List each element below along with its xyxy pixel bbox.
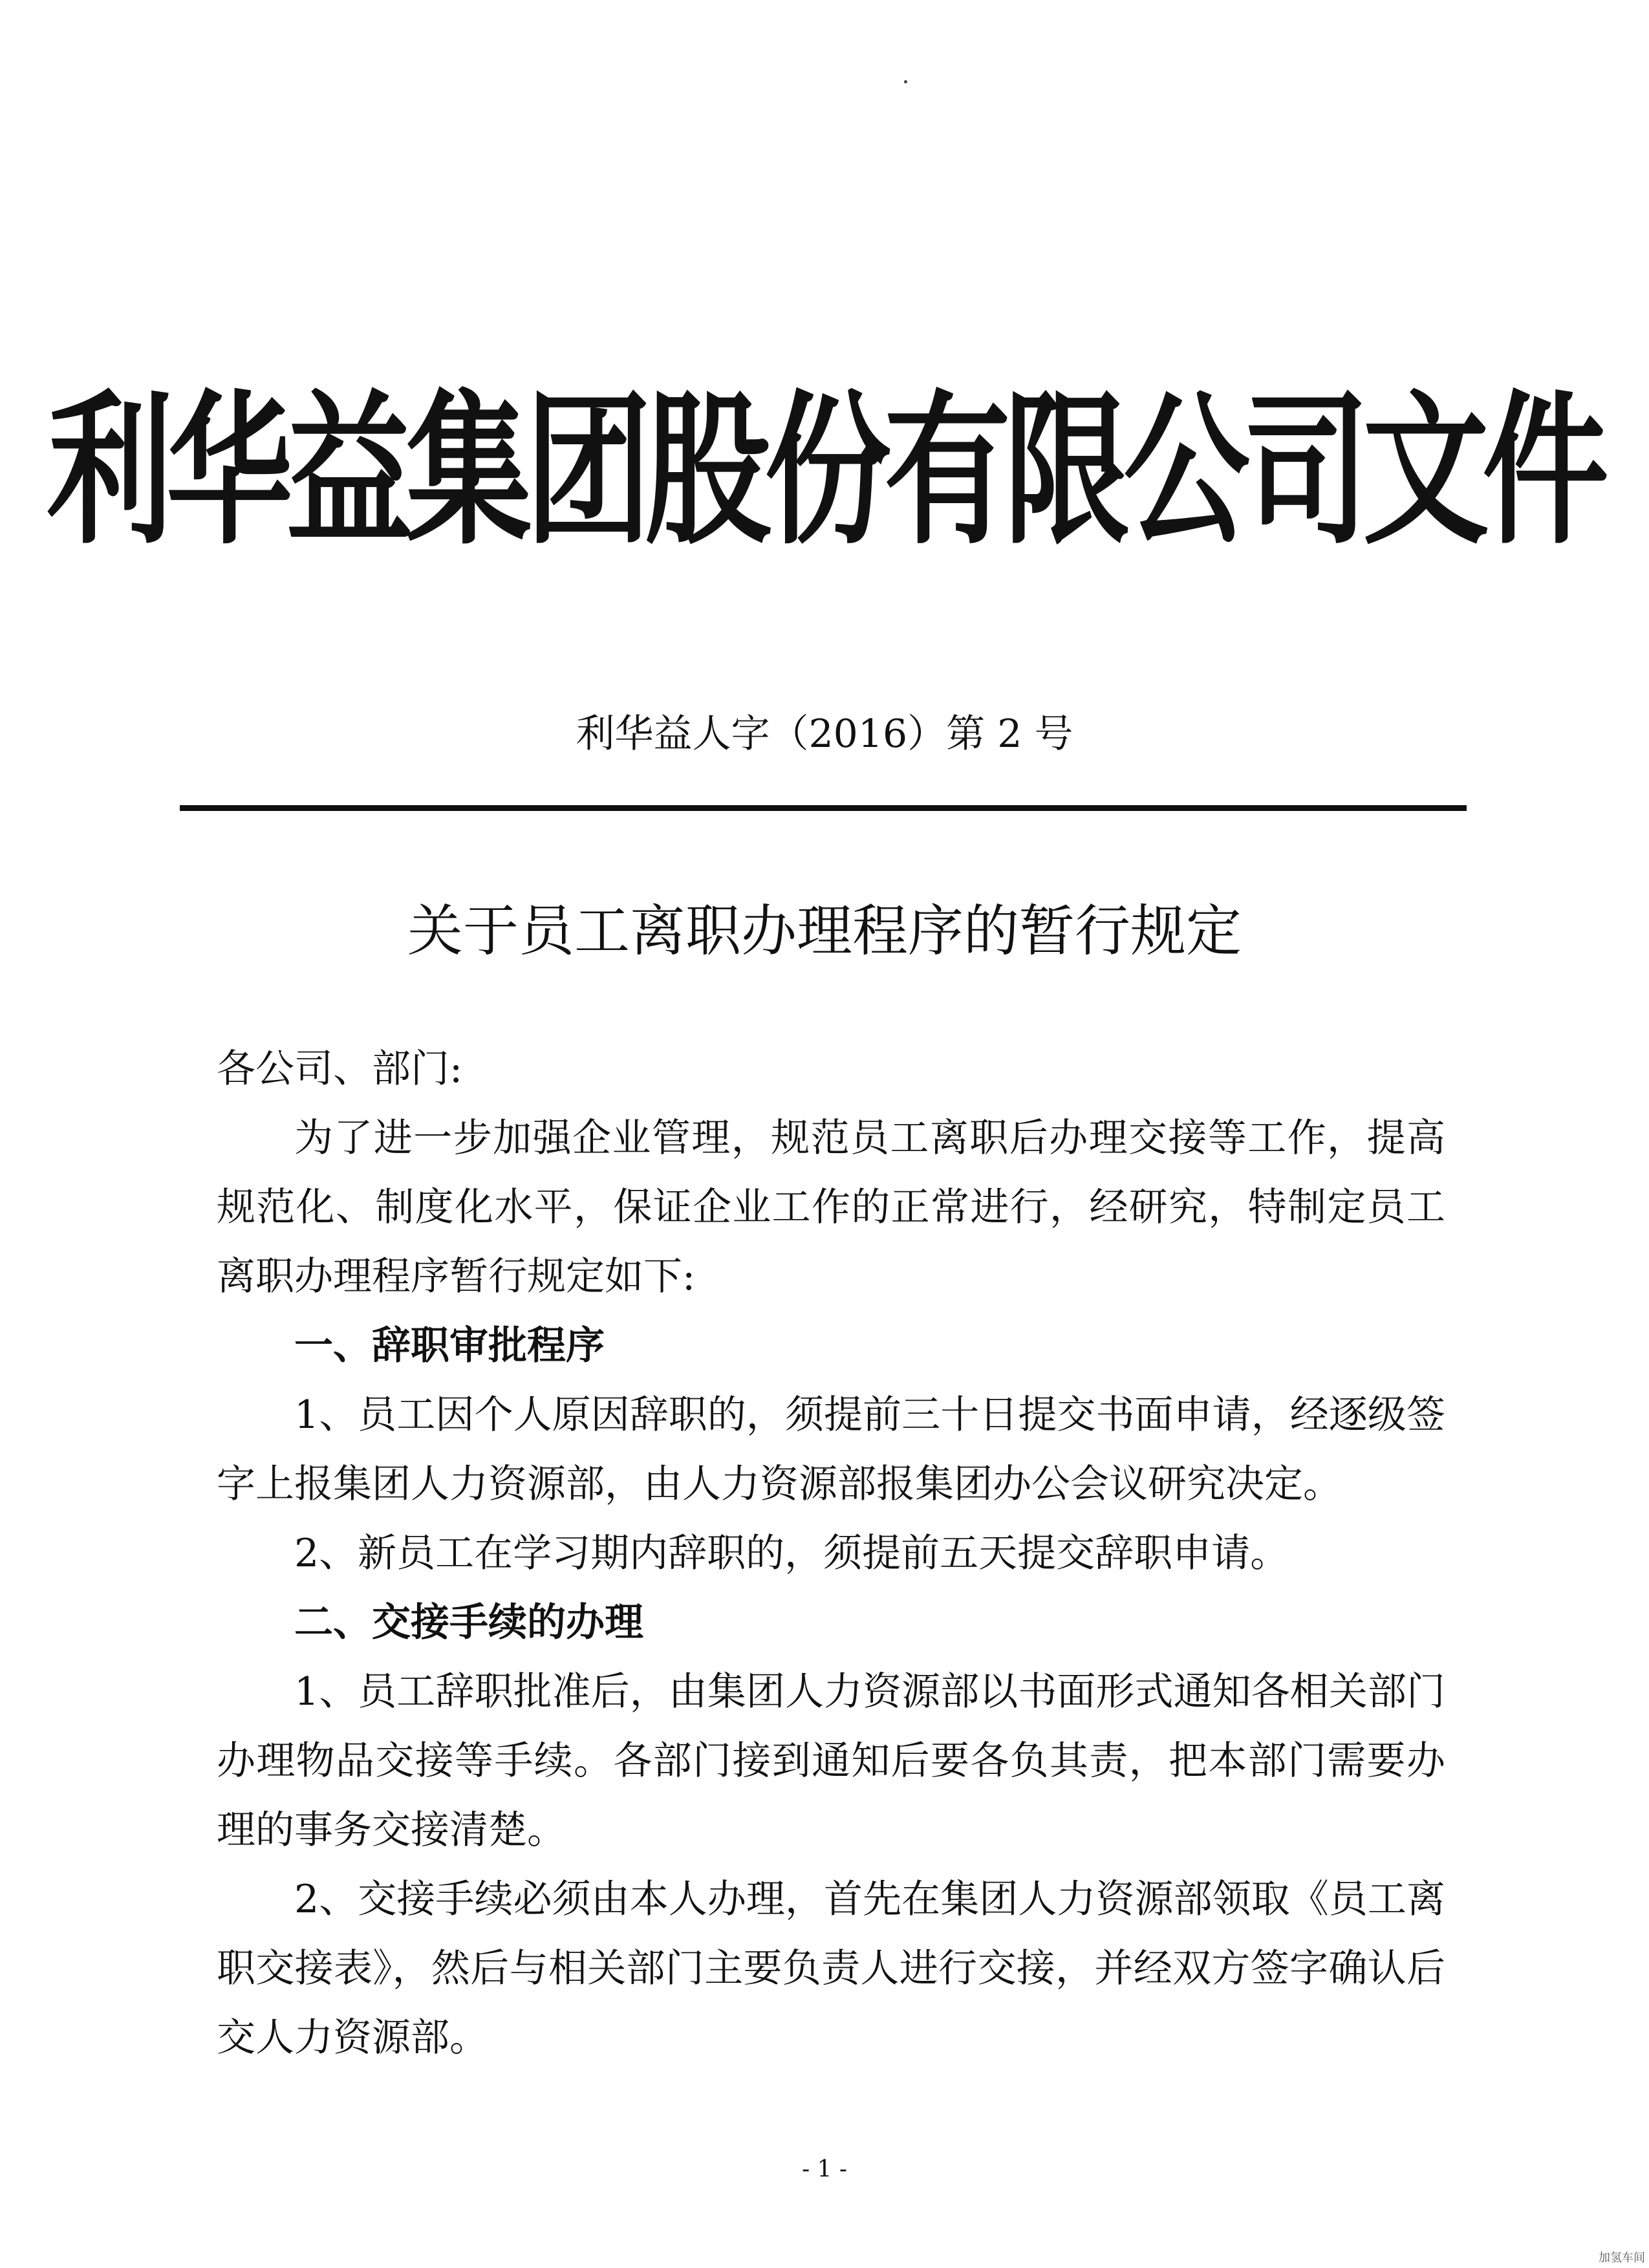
- salutation: 各公司、部门:: [217, 1046, 463, 1092]
- section1-item-1: 1、员工因个人原因辞职的，须提前三十日提交书面申请，经逐级签字上报集团人力资源部，由人力资源部报集团办公会议研究决定。: [217, 1392, 1445, 1507]
- section-heading-resignation-approval: 一、辞职审批程序: [294, 1323, 605, 1368]
- section1-item-2: 2、新员工在学习期内辞职的，须提前五天提交辞职申请。: [294, 1531, 1289, 1576]
- header-divider-rule: [180, 805, 1467, 811]
- section-heading-handover-procedure: 二、交接手续的办理: [294, 1600, 643, 1645]
- scan-speck: [904, 80, 907, 83]
- page-number: - 1 -: [801, 2156, 848, 2183]
- document-body: [217, 1035, 1445, 2073]
- intro-paragraph: 为了进一步加强企业管理，规范员工离职后办理交接等工作，提高规范化、制度化水平，保证企业工作的正常进行，经研究，特制定员工离职办理程序暂行规定如下:: [217, 1116, 1445, 1299]
- document-number: 利华益人字（2016）第 2 号: [576, 711, 1073, 757]
- document-header-title: 利华益集团股份有限公司文件: [47, 375, 1602, 567]
- document-title: 关于员工离职办理程序的暂行规定: [407, 899, 1242, 964]
- section2-item-1: 1、员工辞职批准后，由集团人力资源部以书面形式通知各相关部门办理物品交接等手续。各部门接到通知后要各负其责，把本部门需要办理的事务交接清楚。: [217, 1669, 1445, 1853]
- watermark-text: 加氢车间: [1599, 2251, 1645, 2265]
- section2-item-2: 2、交接手续必须由本人办理，首先在集团人力资源部领取《员工离职交接表》，然后与相关部门主要负责人进行交接，并经双方签字确认后交人力资源部。: [217, 1877, 1445, 2060]
